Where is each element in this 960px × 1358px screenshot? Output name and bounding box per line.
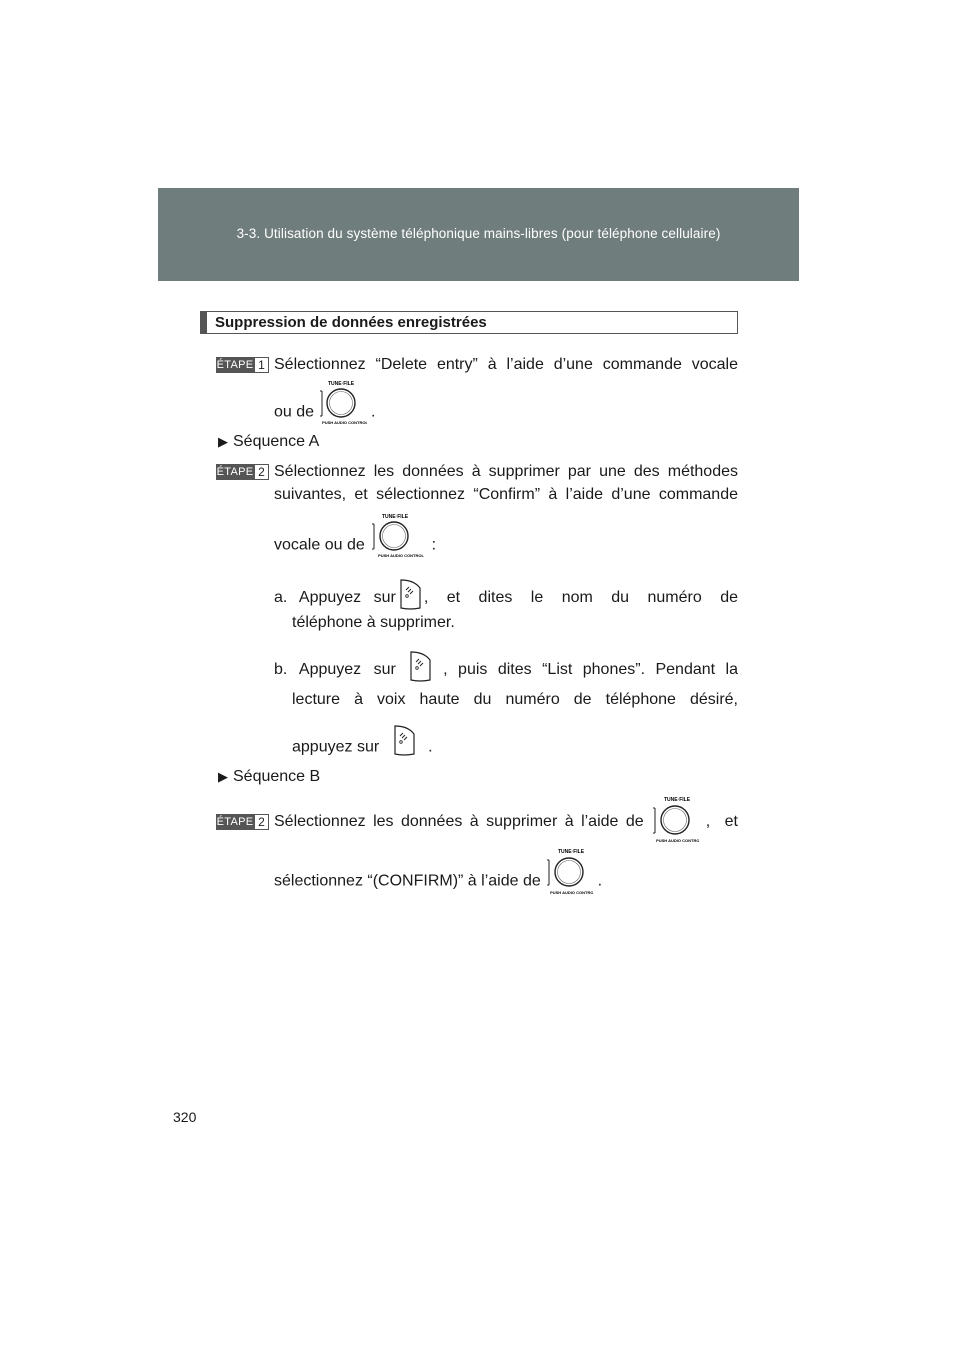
step2b-line1-post: , et [705, 813, 738, 830]
step1-line1: Sélectionnez “Delete entry” à l’aide d’une commande vocale [274, 356, 738, 373]
knob-bottom-text: PUSH AUDIO CONTROL [655, 838, 699, 843]
option-b-line3-post: . [428, 738, 433, 756]
option-a-line2: téléphone à supprimer. [292, 614, 455, 631]
knob-bottom-text: PUSH AUDIO CONTROL [550, 890, 594, 895]
sequence-a-label: Séquence A [233, 433, 320, 450]
option-b-line3 [292, 724, 433, 758]
arrow-right-icon: ▶ [218, 434, 228, 449]
option-a-post: , et dites le nom du numéro de [423, 589, 738, 606]
step2a-line2: suivantes, et sélectionnez “Confirm” à l’aide d’une commande [274, 486, 738, 503]
step1-line2 [274, 378, 375, 428]
knob-top-text: TUNE·FILE [663, 797, 690, 803]
knob-top-text: TUNE·FILE [558, 849, 585, 855]
option-b-line2: lecture à voix haute du numéro de téléphone désiré, [292, 691, 738, 708]
chapter-title: 3-3. Utilisation du système téléphonique mains-libres (pour téléphone cellulaire) [236, 226, 721, 241]
step2a-line1: Sélectionnez les données à supprimer par une des méthodes [274, 463, 738, 480]
step2a-line3 [274, 511, 436, 561]
step2b-line2-post: . [597, 872, 603, 890]
step2b-line1-pre: Sélectionnez les données à supprimer à l’aide de [274, 813, 644, 830]
sequence-b-label: Séquence B [233, 768, 321, 785]
option-a-line1 [274, 578, 738, 618]
talk-switch-icon [396, 578, 424, 618]
step-label: ÉTAPE [216, 359, 254, 371]
chapter-header [158, 188, 799, 281]
option-b-line3-pre: appuyez sur [292, 738, 380, 756]
step-label: ÉTAPE [216, 466, 254, 478]
step-badge-2b [216, 814, 268, 830]
knob-top-text: TUNE·FILE [382, 514, 409, 520]
step-number: 2 [254, 464, 269, 480]
step2b-line2 [274, 846, 602, 896]
knob-bottom-text: PUSH AUDIO CONTROL [321, 420, 367, 425]
section-bar [201, 312, 207, 333]
section-heading [200, 311, 738, 334]
option-b-post: , puis dites “List phones”. Pendant la [443, 661, 738, 678]
step1-line2-pre: ou de [274, 403, 315, 421]
tune-file-knob-icon [651, 794, 699, 850]
option-b-pre: b. Appuyez sur [274, 661, 396, 678]
knob-top-text: TUNE·FILE [327, 381, 354, 387]
arrow-right-icon: ▶ [218, 769, 228, 784]
talk-switch-icon [406, 650, 434, 690]
section-title: Suppression de données enregistrées [215, 314, 487, 331]
step2a-line3-pre: vocale ou de [274, 536, 365, 554]
talk-switch-icon [390, 724, 418, 771]
tune-file-knob-icon [545, 846, 593, 917]
tune-file-knob-icon [319, 378, 367, 447]
step2b-line2-pre: sélectionnez “(CONFIRM)” à l’aide de [274, 872, 541, 890]
step1-line2-post: . [370, 403, 376, 421]
sequence-a [218, 432, 319, 452]
option-b-line1 [274, 650, 738, 690]
step-number: 2 [254, 814, 269, 830]
step2a-line3-post: : [431, 536, 437, 554]
step-badge-2a [216, 464, 268, 480]
step-badge-1 [216, 357, 268, 373]
knob-bottom-text: PUSH AUDIO CONTROL [378, 553, 425, 558]
step-label: ÉTAPE [216, 816, 254, 828]
sequence-b [218, 767, 320, 787]
tune-file-knob-icon [369, 511, 427, 580]
step-number: 1 [254, 357, 269, 373]
page-number: 320 [173, 1109, 197, 1125]
step2b-line1 [274, 796, 738, 848]
option-a-pre: a. Appuyez sur [274, 589, 396, 606]
